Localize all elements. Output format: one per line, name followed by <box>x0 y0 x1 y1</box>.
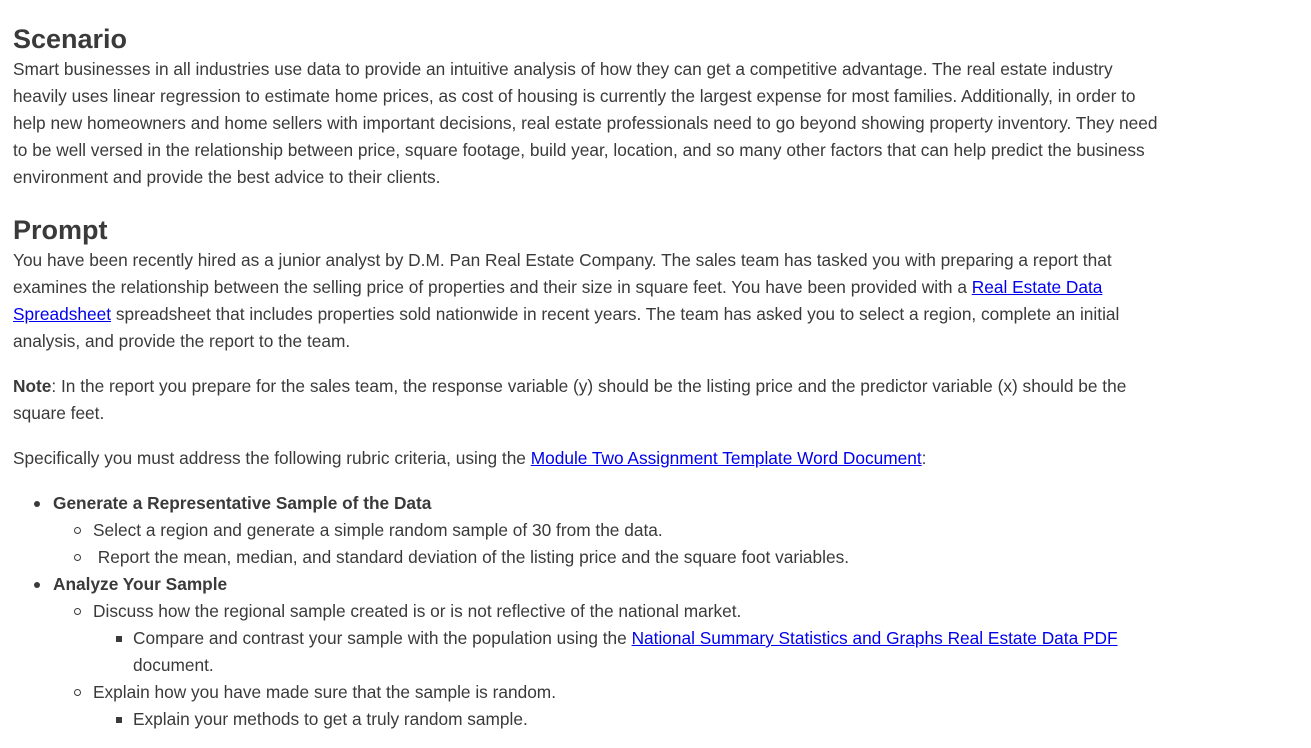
specific-text-part2: : <box>921 448 927 468</box>
specific-text-part1: Specifically you must address the following rubric criteria, using the <box>13 448 531 468</box>
criteria-detail-item: Explain your methods to get a truly random sample. <box>93 706 1173 733</box>
criteria-subitem-text: Discuss how the regional sample created is or is not reflective of the national market. <box>93 601 742 621</box>
scenario-text: Smart businesses in all industries use data to provide an intuitive analysis of how they can get a competitive advantage. The real estate industry heavily uses linear regression to estimate home prices, as cost of housing is currently the largest expense for most families. Additionally, in order to help new homeowners and home sellers with important decisions, real estate professionals need to go beyond showing property inventory. They need to be well versed in the relationship between price, square footage, build year, location, and so many other factors that can help predict the business environment and provide the best advice to their clients. <box>13 59 1158 187</box>
criteria-detail-item <box>93 625 1133 679</box>
rubric-criteria-list <box>13 490 1173 733</box>
detail-text-part1: Compare and contrast your sample with the population using the <box>133 628 632 648</box>
assignment-template-link[interactable]: Module Two Assignment Template Word Document <box>530 448 922 468</box>
criteria-sublist <box>53 598 1173 733</box>
criteria-item-title: Generate a Representative Sample of the Data <box>53 493 432 513</box>
prompt-heading: Prompt <box>13 215 108 245</box>
criteria-subitem <box>53 679 1173 733</box>
criteria-sublist <box>53 517 1173 571</box>
national-summary-statistics-link[interactable]: National Summary Statistics and Graphs Real Estate Data PDF <box>631 628 1118 648</box>
prompt-text-part2: spreadsheet that includes properties sold nationwide in recent years. The team has asked you to select a region, complete an initial analysis, and provide the report to the team. <box>13 304 1120 351</box>
criteria-detail-list <box>93 706 1173 733</box>
specific-paragraph <box>13 445 1173 472</box>
criteria-subitem <box>53 598 1173 679</box>
prompt-text <box>13 247 1153 355</box>
detail-text-part2: document. <box>133 655 214 675</box>
scenario-heading: Scenario <box>13 24 128 54</box>
criteria-subitem: Select a region and generate a simple random sample of 30 from the data. <box>53 517 1173 544</box>
prompt-text-part1: You have been recently hired as a junior analyst by D.M. Pan Real Estate Company. The sales team has tasked you with preparing a report that examines the relationship between the selling price of properties and their size in square feet. You have been provided with a <box>13 250 1112 297</box>
note-label: Note <box>13 376 52 396</box>
criteria-item-title: Analyze Your Sample <box>53 574 228 594</box>
criteria-item <box>13 571 1173 733</box>
note-paragraph <box>13 373 1158 427</box>
real-estate-data-spreadsheet-link[interactable]: Real Estate Data Spreadsheet <box>13 277 1103 324</box>
criteria-subitem-text: Explain how you have made sure that the sample is random. <box>93 682 557 702</box>
criteria-detail-list <box>93 625 1173 679</box>
note-text: : In the report you prepare for the sales team, the response variable (y) should be the listing price and the predictor variable (x) should be the square feet. <box>13 376 1127 423</box>
criteria-subitem: Report the mean, median, and standard deviation of the listing price and the square foot variables. <box>53 544 1173 571</box>
criteria-item <box>13 490 1173 571</box>
